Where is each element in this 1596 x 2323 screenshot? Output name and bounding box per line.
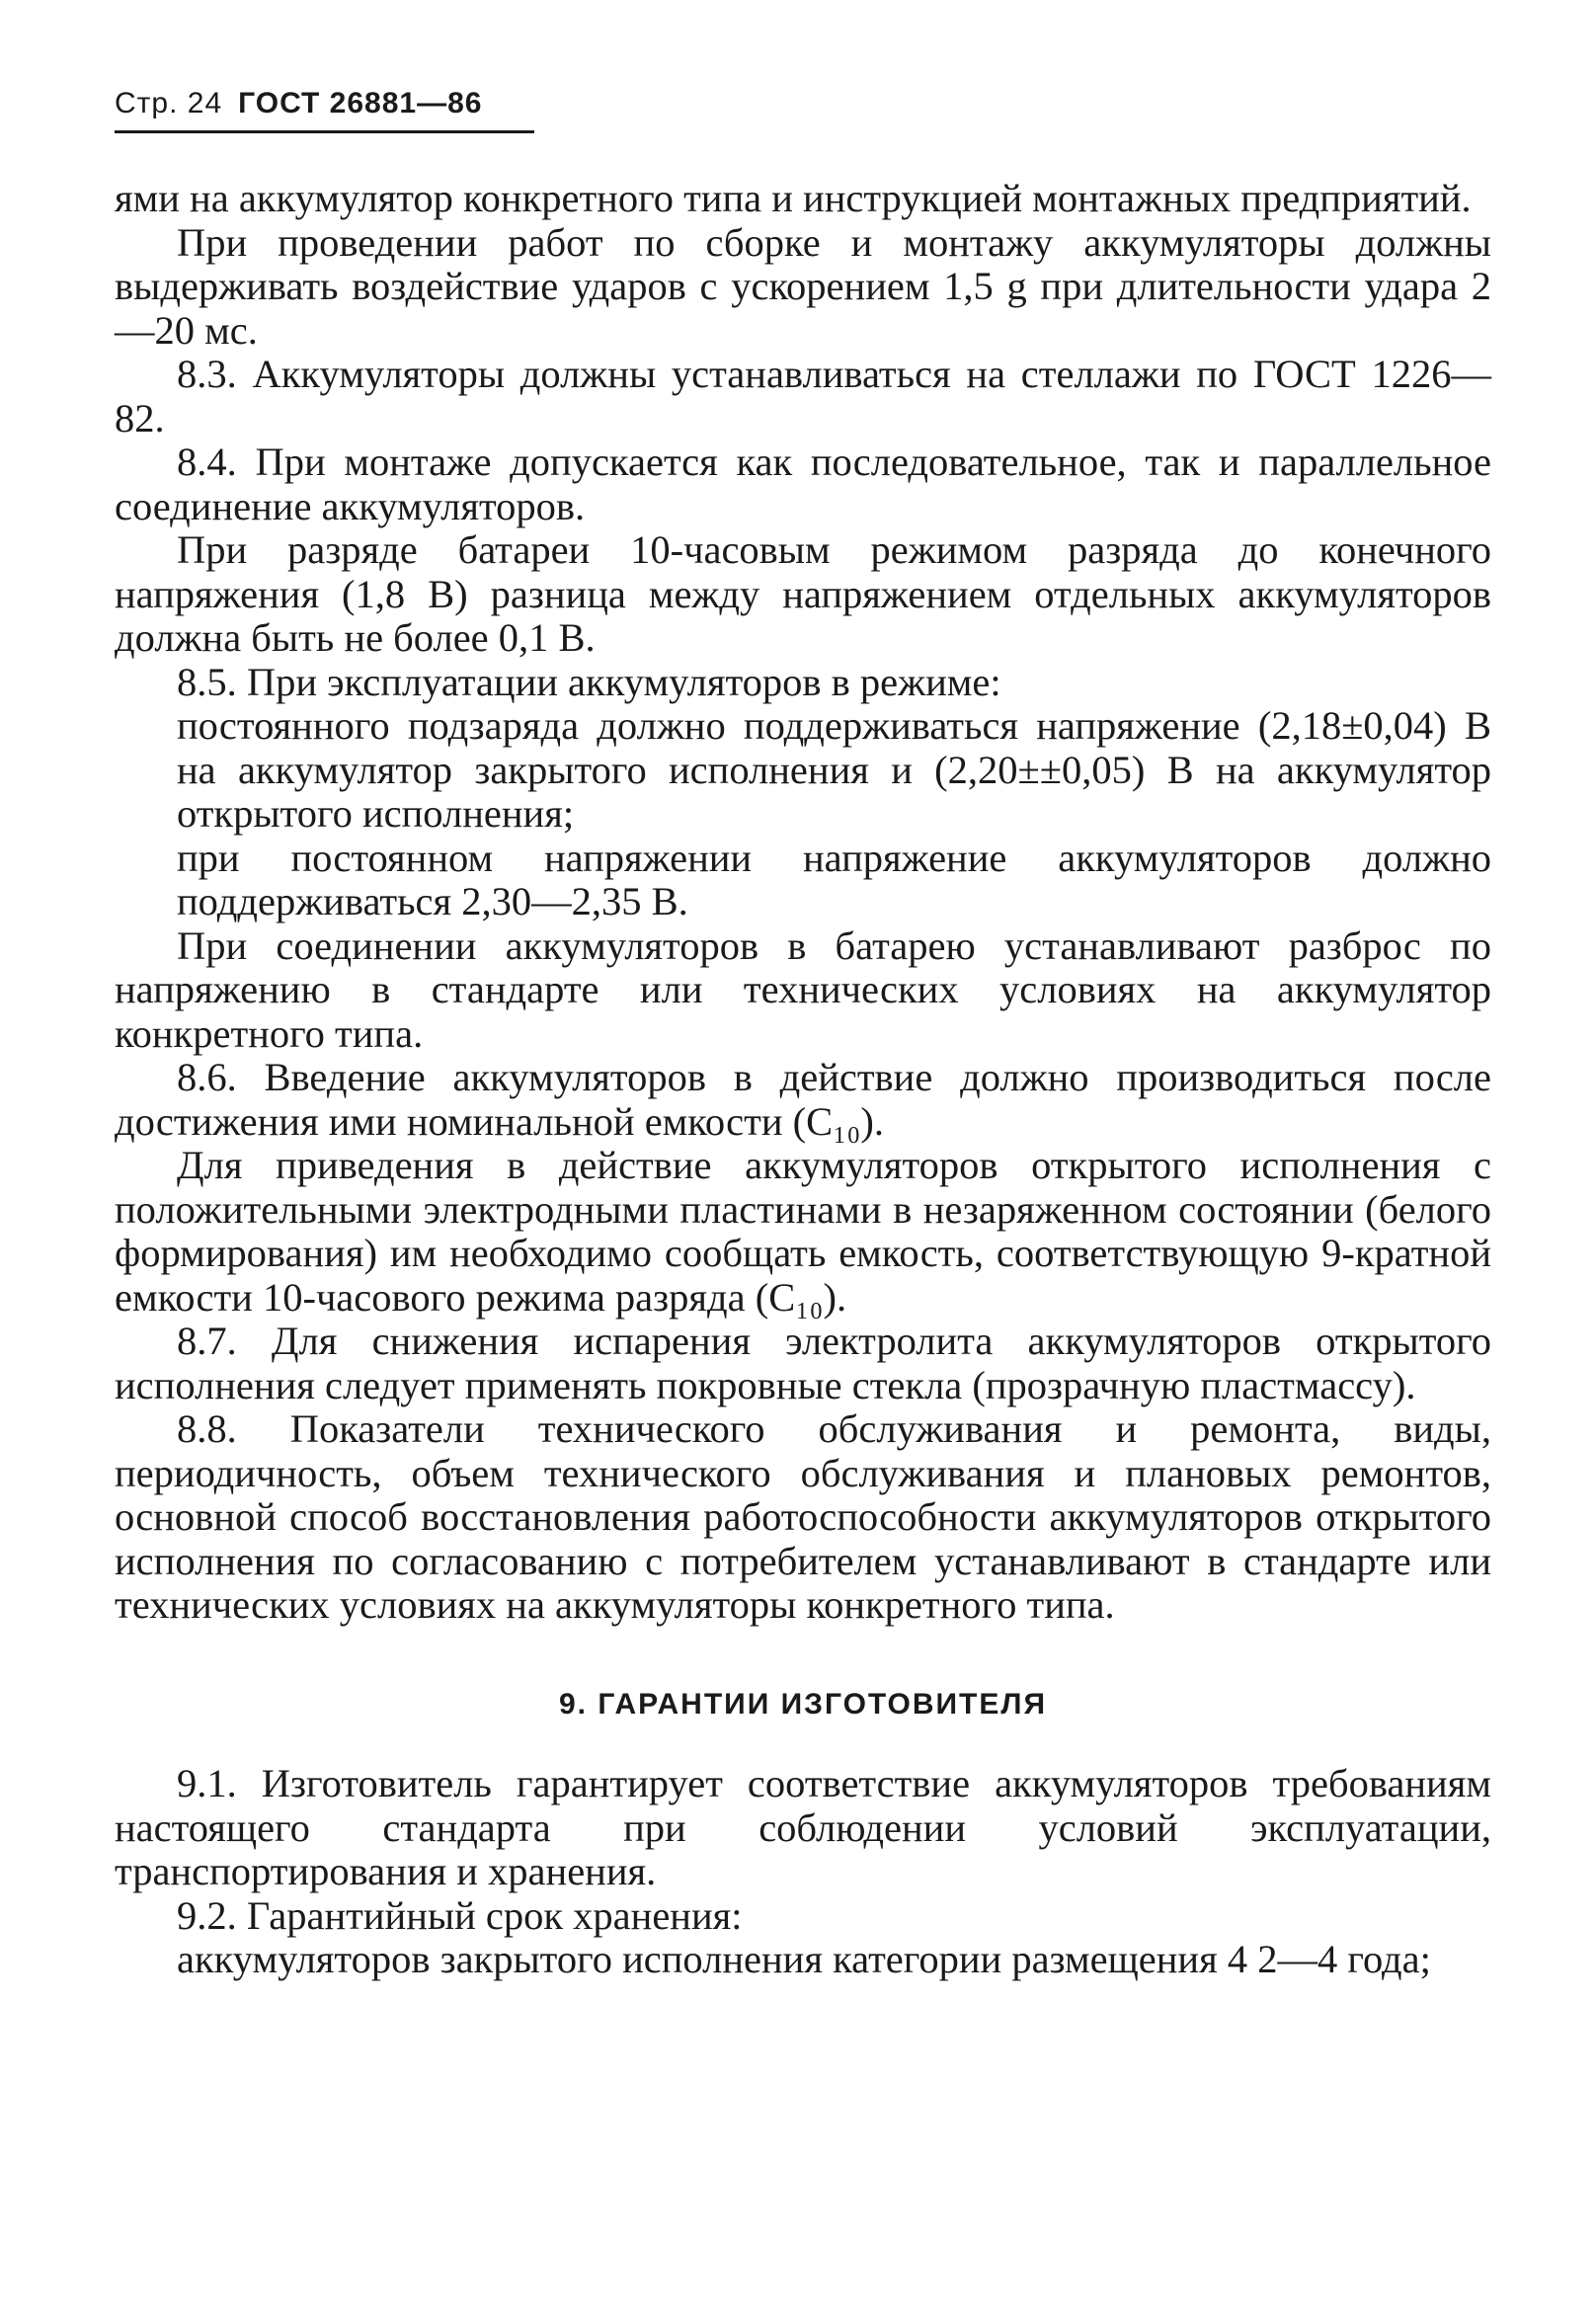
paragraph: При разряде батареи 10-часовым режимом разряда до конечного напряжения (1,8 В) разница между напряжением отдельных аккумуляторов должна быть не более 0,1 В.: [115, 527, 1491, 660]
document-body: [115, 177, 1491, 1982]
paragraph-8-3: 8.3. Аккумуляторы должны устанавливаться на стеллажи по ГОСТ 1226—82.: [115, 352, 1491, 441]
paragraph-9-2: 9.2. Гарантийный срок хранения:: [177, 1892, 743, 1938]
paragraph-8-6: 8.6. Введение аккумуляторов в действие должно производиться после достижения ими номинальной емкости (C₁₀).: [115, 1055, 1491, 1144]
document-page: [115, 69, 1491, 1982]
section-heading: 9. ГАРАНТИИ ИЗГОТОВИТЕЛЯ: [558, 1687, 1047, 1721]
paragraph-8-5: 8.5. При эксплуатации аккумуляторов в режиме:: [177, 659, 1001, 704]
paragraph-8-8: 8.8. Показатели технического обслуживания и ремонта, виды, периодичность, объем технического обслуживания и плановых ремонтов, основной способ восстановления работоспособности аккумуляторов открытого исполнения по согласованию с потребителем устанавливают в стандарте или технических условиях на аккумуляторы конкретного типа.: [115, 1406, 1491, 1627]
paragraph-8-4: 8.4. При монтаже допускается как последовательное, так и параллельное соединение аккумуляторов.: [115, 440, 1491, 528]
paragraph-list-item: постоянного подзаряда должно поддерживаться напряжение (2,18±0,04) В на аккумулятор закрытого исполнения и (2,20±±0,05) В на аккумулятор открытого исполнения;: [177, 703, 1491, 836]
paragraph-9-1: 9.1. Изготовитель гарантирует соответствие аккумуляторов требованиям настоящего стандарта при соблюдении условий эксплуатации, транспортирования и хранения.: [115, 1761, 1491, 1893]
paragraph: При соединении аккумуляторов в батарею устанавливают разброс по напряжению в стандарте или технических условиях на аккумулятор конкретного типа.: [115, 922, 1491, 1056]
paragraph: аккумуляторов закрытого исполнения категории размещения 4 2—4 года;: [177, 1937, 1431, 1981]
paragraph: ями на аккумулятор конкретного типа и инструкцией монтажных предприятий.: [115, 176, 1472, 220]
paragraph-list-item: при постоянном напряжении напряжение аккумуляторов должно поддерживаться 2,30—2,35 В.: [177, 835, 1491, 923]
paragraph: Для приведения в действие аккумуляторов открытого исполнения с положительными электродными пластинами в незаряженном состоянии (белого формирования) им необходимо сообщать емкость, соответствующую 9-кратной емкости 10-часового режима разряда (C₁₀).: [115, 1143, 1491, 1320]
paragraph: При проведении работ по сборке и монтажу аккумуляторы должны выдерживать воздействие ударов с ускорением 1,5 g при длительности удара 2—20 мс.: [115, 219, 1491, 353]
page-header: [115, 69, 534, 133]
page-number: Стр. 24: [115, 87, 223, 120]
paragraph-8-7: 8.7. Для снижения испарения электролита аккумуляторов открытого исполнения следует применять покровные стекла (прозрачную пластмассу).: [115, 1319, 1491, 1407]
standard-designation: ГОСТ 26881—86: [238, 87, 483, 120]
